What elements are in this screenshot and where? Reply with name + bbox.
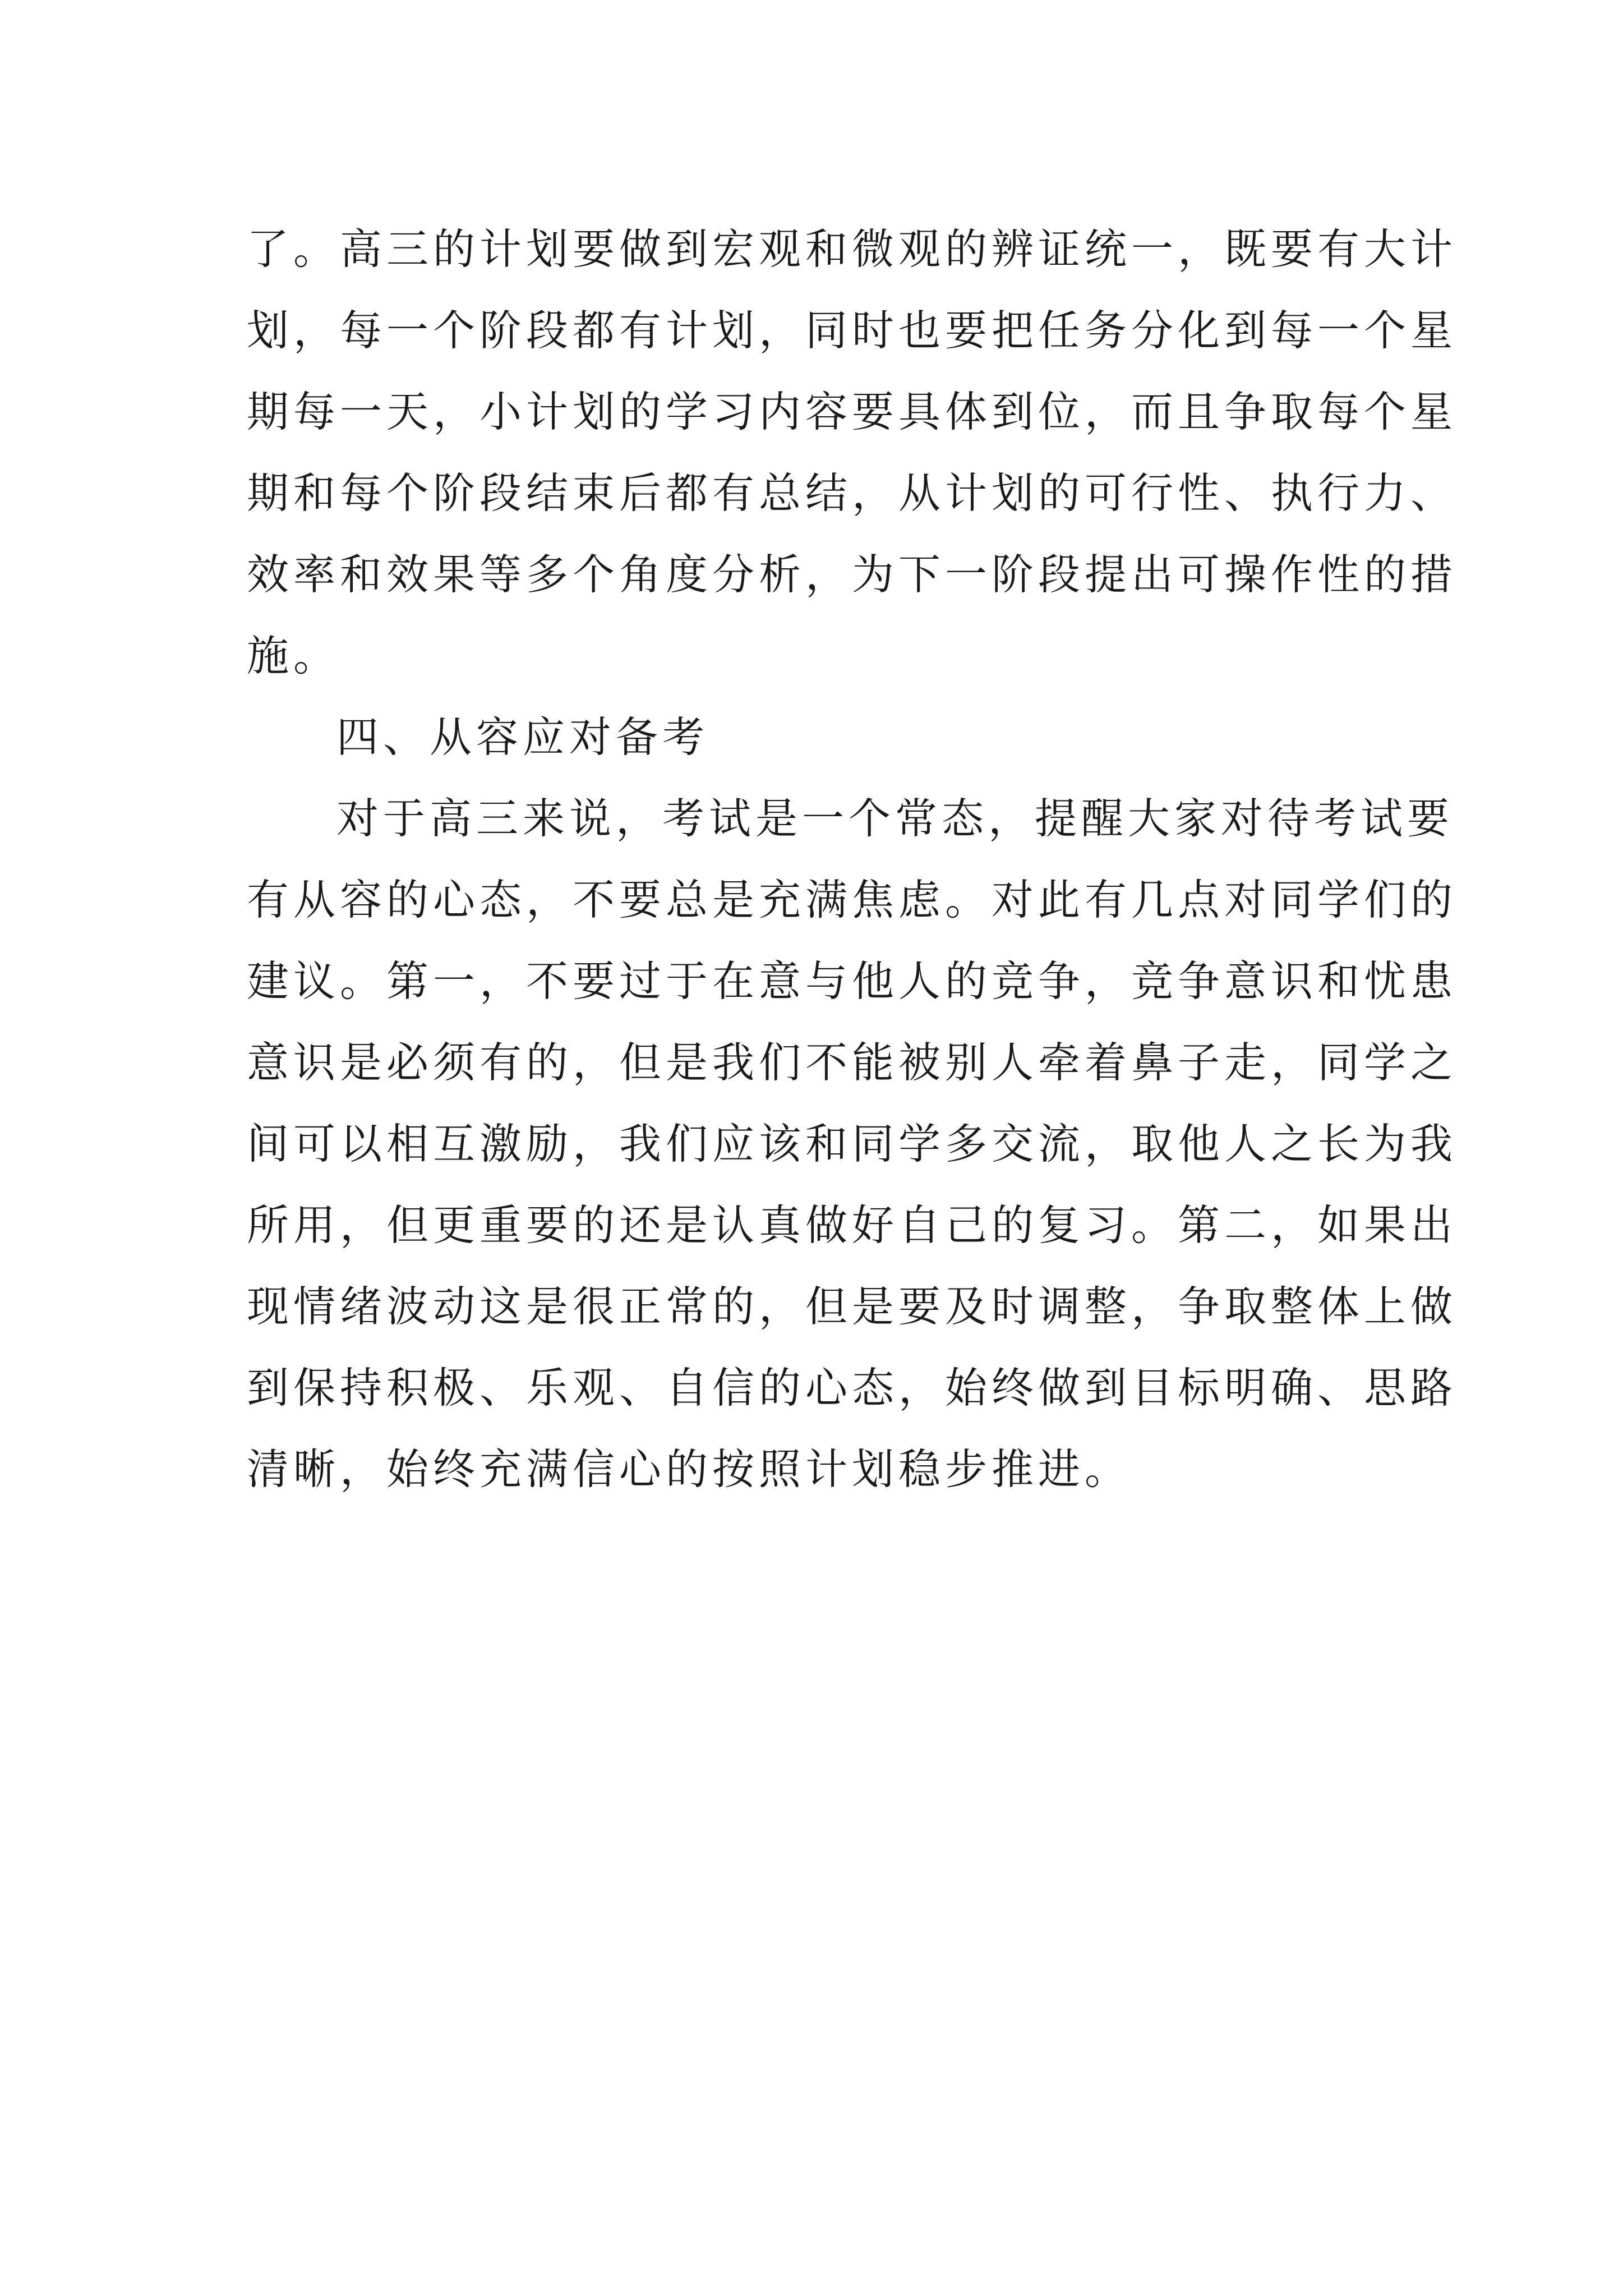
text-line: 现情绪波动这是很正常的，但是要及时调整，争取整体上做 [247,1282,1458,1331]
text-line: 所用，但更重要的还是认真做好自己的复习。第二，如果出 [247,1200,1458,1250]
text-line: 意识是必须有的，但是我们不能被别人牵着鼻子走，同学之 [247,1038,1458,1087]
text-line: 了。高三的计划要做到宏观和微观的辨证统一，既要有大计 [247,224,1458,274]
paragraph-plan [247,209,1458,697]
text-line: 期每一天，小计划的学习内容要具体到位，而且争取每个星 [247,387,1458,436]
text-line: 建议。第一，不要过于在意与他人的竞争，竞争意识和忧患 [247,956,1458,1006]
section-heading: 四、从容应对备考 [336,712,709,762]
text-line: 有从容的心态，不要总是充满焦虑。对此有几点对同学们的 [247,875,1458,924]
text-line: 对于高三来说，考试是一个常态，提醒大家对待考试要 [336,794,1454,843]
text-line: 期和每个阶段结束后都有总结，从计划的可行性、执行力、 [247,468,1458,518]
text-line: 到保持积极、乐观、自信的心态，始终做到目标明确、思路 [247,1363,1458,1412]
document-body [247,209,1458,1510]
text-line: 施。 [247,631,340,680]
paragraph-exam-advice [247,778,1458,1510]
text-line: 清晰，始终充满信心的按照计划稳步推进。 [247,1444,1132,1494]
text-line: 效率和效果等多个角度分析，为下一阶段提出可操作性的措 [247,550,1458,599]
text-line: 划，每一个阶段都有计划，同时也要把任务分化到每一个星 [247,306,1458,355]
text-line: 间可以相互激励，我们应该和同学多交流，取他人之长为我 [247,1119,1458,1168]
